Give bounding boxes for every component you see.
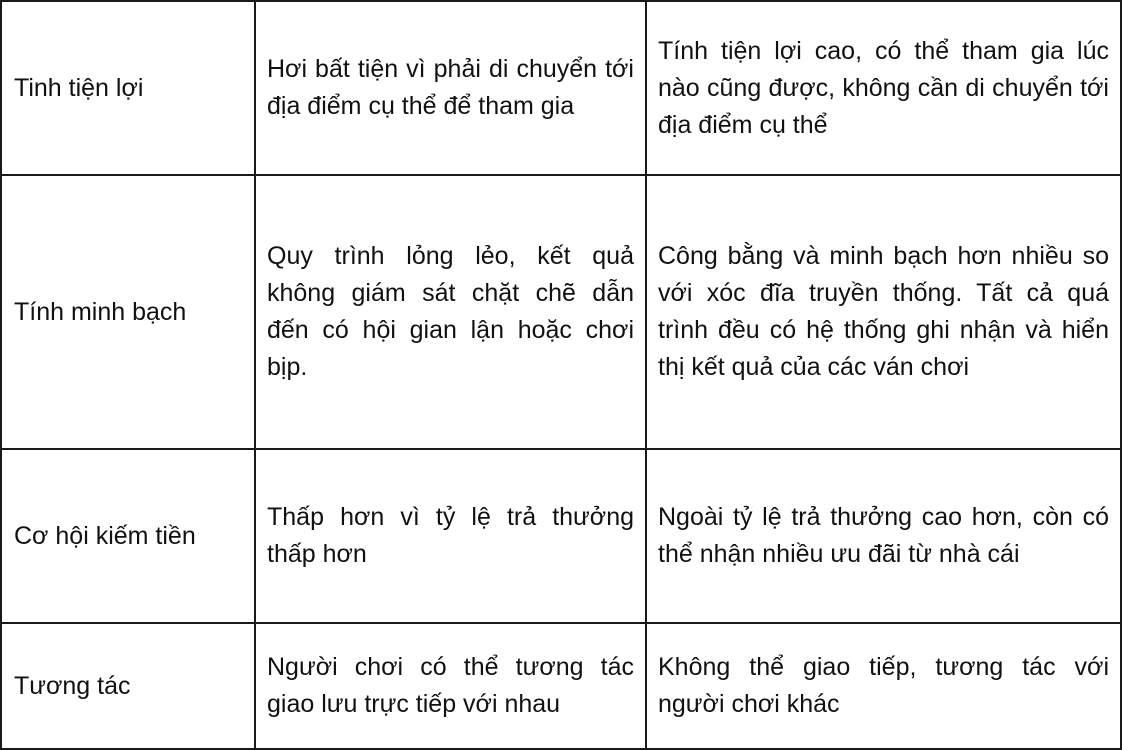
online-cell: Không thể giao tiếp, tương tác với người chơi khác <box>646 623 1121 749</box>
online-cell: Tính tiện lợi cao, có thể tham gia lúc nào cũng được, không cần di chuyển tới địa điểm cụ thể <box>646 1 1121 175</box>
row-label: Tính minh bạch <box>1 175 255 449</box>
table-row <box>1 1 1121 175</box>
online-cell: Ngoài tỷ lệ trả thưởng cao hơn, còn có thể nhận nhiều ưu đãi từ nhà cái <box>646 449 1121 623</box>
row-label: Tương tác <box>1 623 255 749</box>
traditional-cell: Thấp hơn vì tỷ lệ trả thưởng thấp hơn <box>255 449 646 623</box>
table-row <box>1 623 1121 749</box>
traditional-cell: Quy trình lỏng lẻo, kết quả không giám sát chặt chẽ dẫn đến có hội gian lận hoặc chơi bịp. <box>255 175 646 449</box>
table-row <box>1 175 1121 449</box>
traditional-cell: Hơi bất tiện vì phải di chuyển tới địa điểm cụ thể để tham gia <box>255 1 646 175</box>
row-label: Cơ hội kiếm tiền <box>1 449 255 623</box>
table-row <box>1 449 1121 623</box>
row-label: Tinh tiện lợi <box>1 1 255 175</box>
online-cell: Công bằng và minh bạch hơn nhiều so với xóc đĩa truyền thống. Tất cả quá trình đều có hệ thống ghi nhận và hiển thị kết quả của các ván chơi <box>646 175 1121 449</box>
traditional-cell: Người chơi có thể tương tác giao lưu trực tiếp với nhau <box>255 623 646 749</box>
